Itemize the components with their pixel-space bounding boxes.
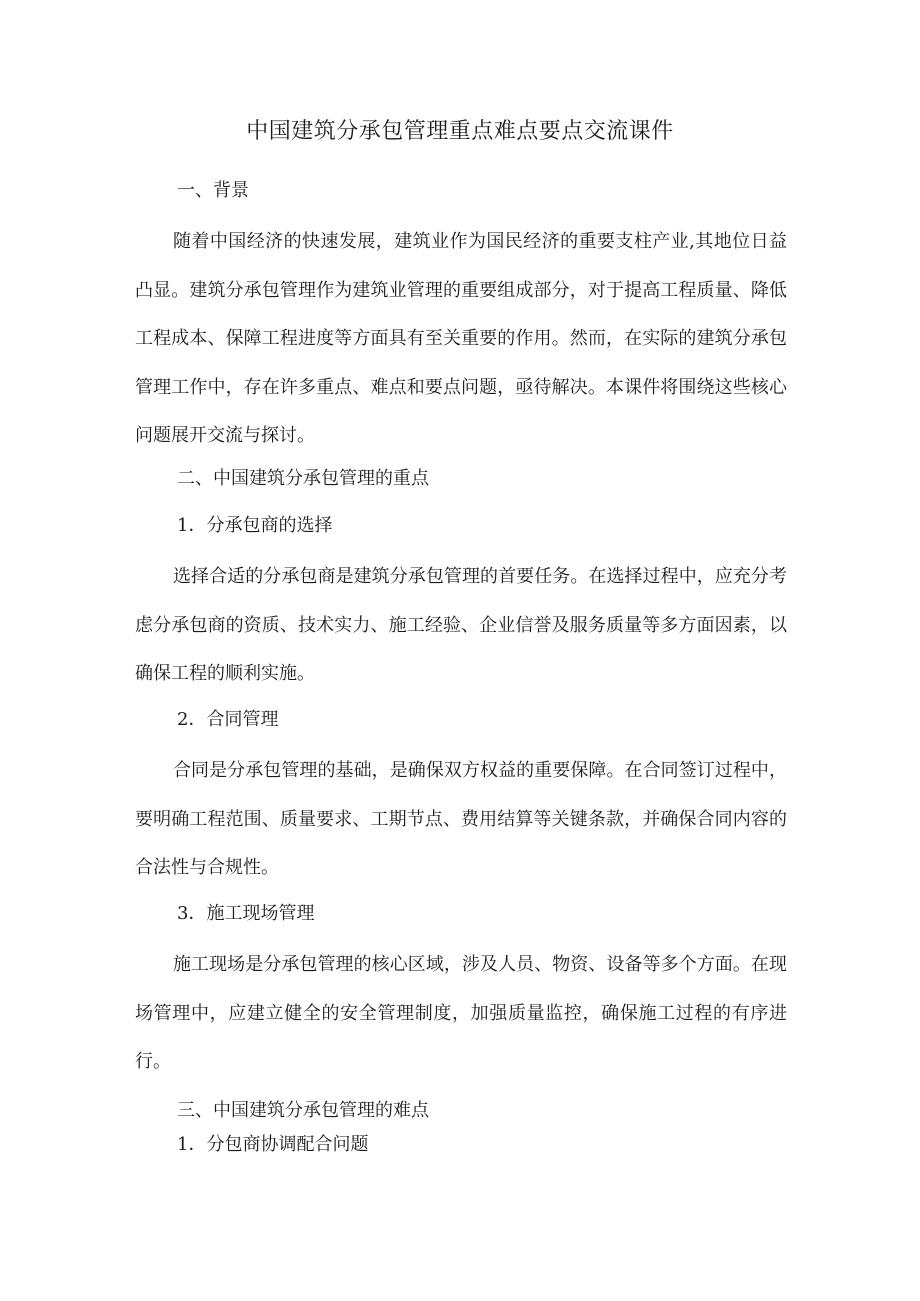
section-heading-key-points: 二、中国建筑分承包管理的重点 <box>177 468 429 489</box>
paragraph-contract-management: 合同是分承包管理的基础，是确保双方权益的重要保障。在合同签订过程中，要明确工程范围、质量要求、工期节点、费用结算等关键条款，并确保合同内容的合法性与合规性。 <box>135 760 787 879</box>
subsection-heading-subcontractor-selection: 1．分承包商的选择 <box>177 515 333 536</box>
section-heading-background: 一、背景 <box>177 180 249 201</box>
paragraph-site-management: 施工现场是分承包管理的核心区域，涉及人员、物资、设备等多个方面。在现场管理中，应建立健全的安全管理制度，加强质量监控，确保施工过程的有序进行。 <box>135 954 787 1073</box>
document-title: 中国建筑分承包管理重点难点要点交流课件 <box>246 119 674 144</box>
section-heading-difficulties: 三、中国建筑分承包管理的难点 <box>177 1100 429 1121</box>
subsection-heading-contract-management: 2．合同管理 <box>177 709 279 730</box>
paragraph-subcontractor-selection: 选择合适的分承包商是建筑分承包管理的首要任务。在选择过程中，应充分考虑分承包商的资质、技术实力、施工经验、企业信誉及服务质量等多方面因素，以确保工程的顺利实施。 <box>135 566 787 685</box>
paragraph-background: 随着中国经济的快速发展，建筑业作为国民经济的重要支柱产业,其地位日益凸显。建筑分承包管理作为建筑业管理的重要组成部分，对于提高工程质量、降低工程成本、保障工程进度等方面具有至关重要的作用。然而，在实际的建筑分承包管理工作中，存在许多重点、难点和要点问题，亟待解决。本课件将围绕这些核心问题展开交流与探讨。 <box>135 231 787 447</box>
subsection-heading-site-management: 3．施工现场管理 <box>177 903 315 924</box>
subsection-heading-coordination: 1．分包商协调配合问题 <box>177 1134 369 1155</box>
